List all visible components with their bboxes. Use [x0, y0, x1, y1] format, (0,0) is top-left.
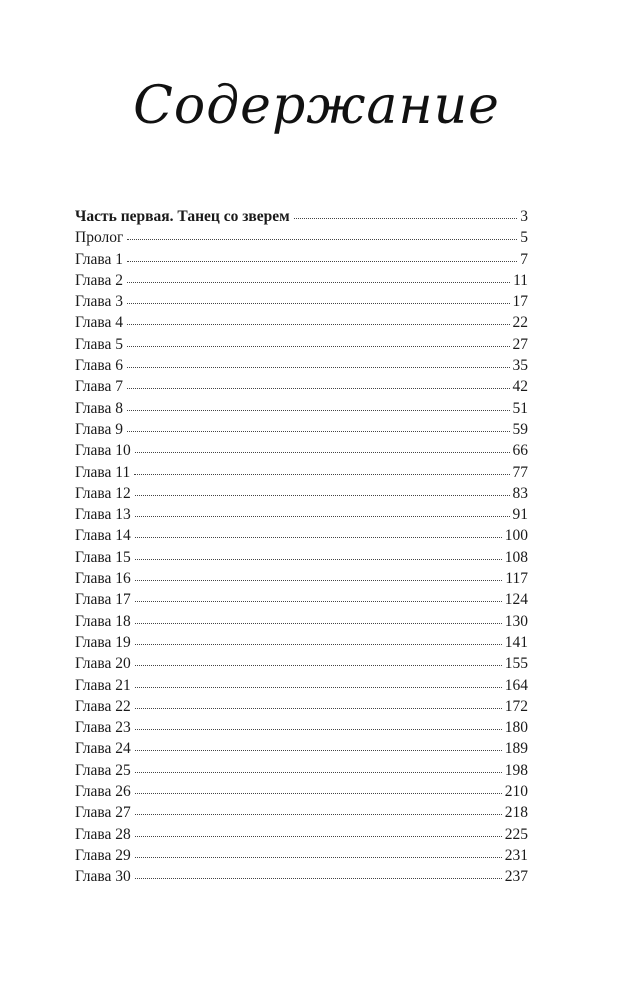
toc-entry-page-number: 189: [504, 740, 528, 758]
dot-leader: [135, 579, 503, 581]
toc-entry-page-number: 77: [512, 463, 528, 481]
toc-entry-label: Глава 13: [75, 506, 131, 524]
page-title: Содержание: [133, 76, 500, 136]
toc-entry: [75, 291, 528, 312]
toc-entry-label: Глава 24: [75, 740, 131, 758]
toc-entry-label: Глава 23: [75, 719, 131, 737]
toc-entry: [75, 312, 528, 333]
toc-entry-label: Пролог: [75, 229, 124, 247]
toc-entry-page-number: 17: [512, 293, 528, 311]
dot-leader: [127, 260, 517, 262]
toc-entry-page-number: 164: [504, 676, 528, 694]
toc-entry-label: Глава 2: [75, 271, 124, 289]
toc-entry: [75, 781, 528, 802]
toc-entry-label: Глава 22: [75, 697, 131, 715]
dot-leader: [135, 728, 502, 730]
toc-entry-page-number: 225: [504, 825, 528, 843]
toc-entry-label: Глава 1: [75, 250, 124, 268]
toc-entry: [75, 760, 528, 781]
toc-entry: [75, 696, 528, 717]
dot-leader: [135, 643, 502, 645]
dot-leader: [127, 387, 509, 389]
toc-entry: [75, 525, 528, 546]
toc-entry: [75, 376, 528, 397]
dot-leader: [135, 813, 502, 815]
toc-entry-page-number: 198: [504, 761, 528, 779]
toc-entry: [75, 717, 528, 738]
toc-entry-label: Глава 10: [75, 442, 131, 460]
toc-entry-page-number: 59: [512, 420, 528, 438]
toc-entry-page-number: 11: [513, 271, 528, 289]
dot-leader: [135, 622, 502, 624]
dot-leader: [135, 558, 502, 560]
dot-leader: [135, 494, 510, 496]
toc-entry: [75, 440, 528, 461]
toc-entry-page-number: 5: [520, 229, 528, 247]
toc-entry: [75, 845, 528, 866]
dot-leader: [135, 686, 502, 688]
toc-entry-page-number: 7: [520, 250, 528, 268]
toc-entry: [75, 589, 528, 610]
toc-entry: [75, 611, 528, 632]
dot-leader: [127, 345, 509, 347]
dot-leader: [135, 707, 502, 709]
toc-entry-page-number: 155: [504, 655, 528, 673]
toc-entry-page-number: 172: [504, 697, 528, 715]
toc-entry-page-number: 231: [504, 846, 528, 864]
dot-leader: [135, 600, 502, 602]
toc-entry-label: Глава 30: [75, 868, 131, 886]
toc-entry: [75, 419, 528, 440]
toc-entry: [75, 462, 528, 483]
toc-entry-label: Глава 25: [75, 761, 131, 779]
dot-leader: [127, 366, 509, 368]
dot-leader: [135, 877, 502, 879]
toc-entry-page-number: 218: [504, 804, 528, 822]
toc-entry: [75, 738, 528, 759]
toc-entry-page-number: 124: [504, 591, 528, 609]
dot-leader: [127, 409, 509, 411]
toc-entry-label: Глава 14: [75, 527, 131, 545]
toc-entry: [75, 249, 528, 270]
toc-entry-page-number: 117: [505, 570, 528, 588]
toc-part-entry: [75, 206, 528, 227]
toc-entry-label: Глава 4: [75, 314, 124, 332]
toc-entry-label: Глава 3: [75, 293, 124, 311]
dot-leader: [135, 792, 502, 794]
toc-entry: [75, 866, 528, 887]
toc-entry-label: Глава 18: [75, 612, 131, 630]
toc-entry-label: Глава 20: [75, 655, 131, 673]
toc-entry-label: Глава 26: [75, 783, 131, 801]
toc-entry-page-number: 66: [512, 442, 528, 460]
dot-leader: [135, 771, 502, 773]
toc-entry-label: Глава 9: [75, 420, 124, 438]
toc-entry-label: Глава 12: [75, 484, 131, 502]
toc-entry: [75, 398, 528, 419]
toc-entry-page-number: 100: [504, 527, 528, 545]
toc-entry-label: Глава 17: [75, 591, 131, 609]
toc-entry-label: Глава 29: [75, 846, 131, 864]
toc-entry-page-number: 83: [512, 484, 528, 502]
toc-entry-page-number: 27: [512, 335, 528, 353]
toc-entry-page-number: 91: [512, 506, 528, 524]
toc-entry: [75, 675, 528, 696]
toc-entry: [75, 632, 528, 653]
dot-leader: [135, 835, 502, 837]
toc-entry-label: Глава 11: [75, 463, 131, 481]
toc-entry: [75, 270, 528, 291]
toc-entry: [75, 483, 528, 504]
dot-leader: [135, 856, 502, 858]
dot-leader: [127, 238, 517, 240]
toc-entry: [75, 824, 528, 845]
toc-entry-page-number: 42: [512, 378, 528, 396]
toc-entry: [75, 334, 528, 355]
toc-entry: [75, 568, 528, 589]
dot-leader: [134, 473, 509, 475]
toc-entry-page-number: 237: [504, 868, 528, 886]
toc-entry-page-number: 3: [520, 208, 528, 225]
dot-leader: [135, 664, 502, 666]
toc-entry-page-number: 35: [512, 357, 528, 375]
dot-leader: [127, 430, 509, 432]
dot-leader: [135, 536, 502, 538]
dot-leader: [135, 451, 510, 453]
toc-entry-label: Глава 8: [75, 399, 124, 417]
toc-entry: [75, 504, 528, 525]
toc-entry-label: Глава 21: [75, 676, 131, 694]
toc-entry-page-number: 180: [504, 719, 528, 737]
toc-entry: [75, 802, 528, 823]
dot-leader: [127, 323, 509, 325]
toc-entry-label: Глава 5: [75, 335, 124, 353]
toc-entry: [75, 227, 528, 248]
toc-entry-label: Глава 19: [75, 633, 131, 651]
toc-entry-label: Часть первая. Танец со зверем: [75, 208, 290, 225]
toc-entry-label: Глава 27: [75, 804, 131, 822]
toc-entry-label: Глава 6: [75, 357, 124, 375]
toc-entry-label: Глава 16: [75, 570, 131, 588]
toc-entry-label: Глава 28: [75, 825, 131, 843]
dot-leader: [294, 217, 518, 219]
toc-entry: [75, 547, 528, 568]
toc-entry-page-number: 22: [512, 314, 528, 332]
toc-entry-page-number: 210: [504, 783, 528, 801]
toc-entry-label: Глава 7: [75, 378, 124, 396]
table-of-contents: [75, 206, 528, 888]
toc-entry-page-number: 108: [504, 548, 528, 566]
toc-entry-label: Глава 15: [75, 548, 131, 566]
toc-entry: [75, 653, 528, 674]
toc-entry: [75, 355, 528, 376]
dot-leader: [135, 749, 502, 751]
toc-entry-page-number: 141: [504, 633, 528, 651]
dot-leader: [135, 515, 510, 517]
dot-leader: [127, 302, 509, 304]
toc-entry-page-number: 130: [504, 612, 528, 630]
toc-entry-page-number: 51: [512, 399, 528, 417]
dot-leader: [127, 281, 510, 283]
